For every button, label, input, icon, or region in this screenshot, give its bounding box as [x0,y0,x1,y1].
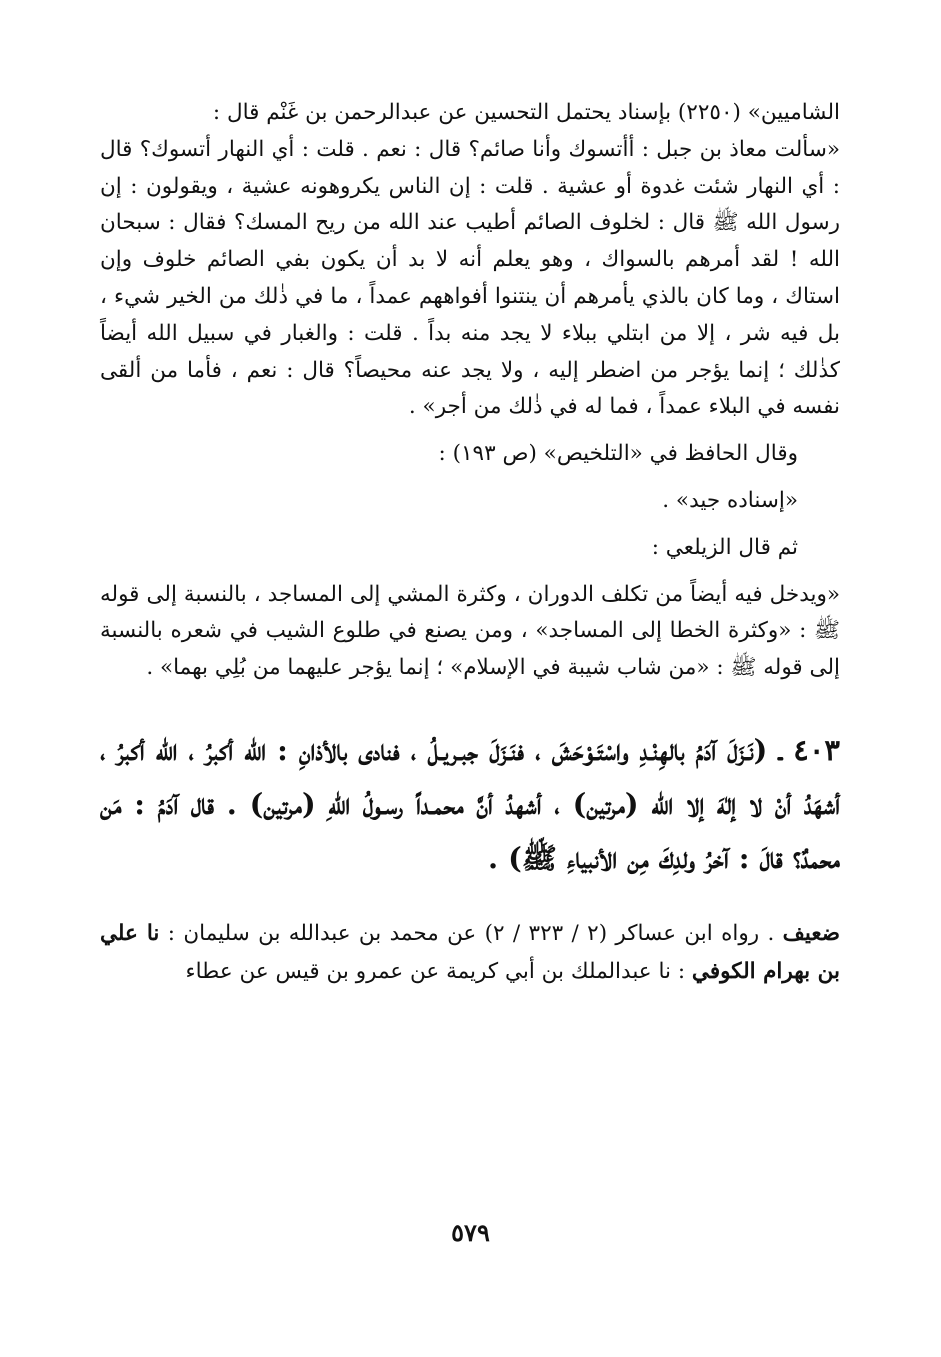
hafiz-quote: «إسناده جيد» . [662,487,798,513]
chain-rest: : نا عبدالملك بن أبي كريمة عن عمرو بن قيس عن عطاء [185,958,686,984]
zailai-intro: ثم قال الزيلعي : [651,534,798,560]
hadith-narration: «سألت معاذ بن جبل : أأتسوك وأنا صائم؟ قال : نعم . قلت : أي النهار أتسوك؟ قال : أي النهار شئت غدوة أو عشية . قلت : إن الناس يكروهونه عشية ، ويقولون : إن رسول الله ﷺ قال : لخلوف الصائم أطيب عند الله من ريح المسك؟ فقال : سبحان الله ! لقد أمرهم بالسواك ، وهو يعلم أنه لا بد أن يكون بفي الصائم خلوف وإن استاك ، وما كان بالذي يأمرهم أن ينتنوا أفواههم عمداً ، ما في ذٰلك من الخير شيء ، بل فيه شر ، إلا من ابتلي ببلاء لا يجد منه بداً . قلت : والغبار في سبيل الله أيضاً كذٰلك ؛ إنما يؤجر من اضطر إليه ، ولا يجد عنه محيصاً؟ قال : نعم ، فأما من ألقى نفسه في البلاء عمداً ، فما له في ذٰلك من أجر» . [100,136,840,420]
page-body [100,95,840,991]
grading-paragraph [100,915,840,991]
hafiz-intro: وقال الحافظ في «التلخيص» (ص ١٩٣) : [438,441,798,467]
grading-text: . رواه ابن عساكر (٢ / ٣٢٣ / ٢) عن محمد بن عبدالله بن سليمان : [167,920,775,946]
grading-label: ضعيف [782,920,841,946]
hadith-403: ٤٠٣ ـ (نَـزَلَ آدَمُ بالهِنْـدِ واسْتَـوْحَشَ ، فنَـزَلَ جبـريـلُ ، فنادى بالأذانِ : الله أكبرُ ، الله أكبرُ ، أشهَدُ أنْ لا إلٰهَ إلا الله (مرتين) ، أشهدُ أنَّ محمـداً رسـولُ اللهِ (مرتين) . قال آدَمُ : مَن محمدٌ؟ قالَ : آخرُ ولدِكَ مِن الأنبياءِ ﷺ) . [100,732,840,875]
zailai-quote: «ويدخل فيه أيضاً من تكلف الدوران ، وكثرة المشي إلى المساجد ، بالنسبة إلى قوله ﷺ : «وكثرة الخطا إلى المساجد» ، ومن يصنع في طلوع الشيب في شعره بالنسبة إلى قوله ﷺ : «من شاب شيبة في الإسلام» ؛ إنما يؤجر عليهما من بُلِي بهما» . [100,581,840,681]
chain-narrator: نا علي بن بهرام الكوفي [100,920,840,984]
intro-line: الشاميين» (٢٢٥٠) بإسناد يحتمل التحسين عن عبدالرحمن بن غَنْم قال : [212,100,840,125]
page-number: ٥٧٩ [451,1218,490,1247]
